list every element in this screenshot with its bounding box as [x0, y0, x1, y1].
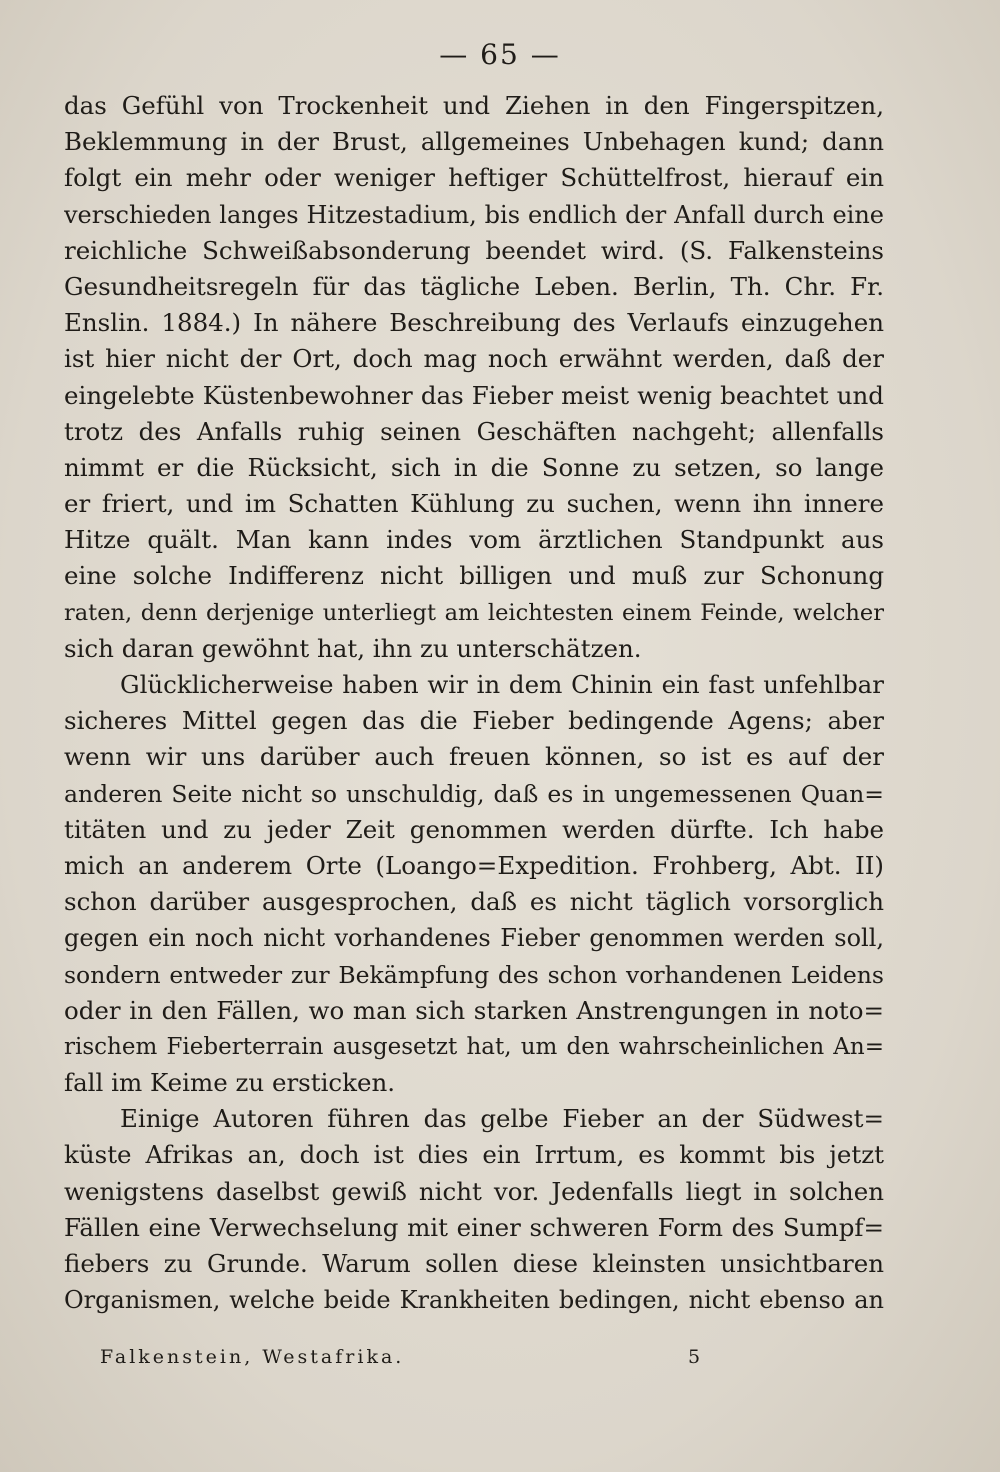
text-line: anderen Seite nicht so unschuldig, daß es in ungemessenen Quan=	[64, 779, 884, 808]
text-line: folgt ein mehr oder weniger heftiger Schüttelfrost, hierauf ein	[64, 163, 884, 193]
text-line: Hitze quält. Man kann indes vom ärztlichen Standpunkt aus	[64, 525, 884, 555]
text-line: fiebers zu Grunde. Warum sollen diese kleinsten unsichtbaren	[64, 1249, 884, 1278]
text-line: nimmt er die Rücksicht, sich in die Sonne zu setzen, so lange	[64, 452, 884, 482]
text-line: raten, denn derjenige unterliegt am leichtesten einem Feinde, welcher	[64, 599, 884, 626]
text-line: sich daran gewöhnt hat, ihn zu unterschätzen.	[64, 633, 642, 663]
signature-mark: Falkenstein, Westafrika.	[100, 1346, 405, 1368]
text-line: reichliche Schweißabsonderung beendet wird. (S. Falkensteins	[64, 235, 884, 265]
text-line: Einige Autoren führen das gelbe Fieber an der Südwest=	[120, 1104, 884, 1134]
text-line: wenn wir uns darüber auch freuen können, so ist es auf der	[64, 742, 884, 772]
text-line: eine solche Indifferenz nicht billigen und muß zur Schonung	[64, 561, 884, 591]
text-line: Enslin. 1884.) In nähere Beschreibung des Verlaufs einzugehen	[64, 308, 884, 338]
text-line: sicheres Mittel gegen das die Fieber bedingende Agens; aber	[64, 706, 884, 736]
text-line: oder in den Fällen, wo man sich starken Anstrengungen in noto=	[64, 995, 884, 1025]
text-line: verschieden langes Hitzestadium, bis endlich der Anfall durch eine	[64, 200, 884, 229]
text-line: schon darüber ausgesprochen, daß es nicht täglich vorsorglich	[64, 887, 884, 917]
text-line: fall im Keime zu ersticken.	[64, 1068, 396, 1098]
page-number: — 65 —	[439, 38, 561, 71]
text-line: ist hier nicht der Ort, doch mag noch erwähnt werden, daß der	[64, 344, 884, 374]
text-line: Organismen, welche beide Krankheiten bedingen, nicht ebenso an	[64, 1286, 884, 1315]
text-line: titäten und zu jeder Zeit genommen werden dürfte. Ich habe	[64, 814, 884, 844]
text-line: Glücklicherweise haben wir in dem Chinin ein fast unfehlbar	[120, 670, 884, 699]
text-line: küste Afrikas an, doch ist dies ein Irrtum, es kommt bis jetzt	[64, 1140, 884, 1170]
text-line: sondern entweder zur Bekämpfung des schon vorhandenen Leidens	[64, 960, 884, 989]
page-footer	[64, 1346, 884, 1376]
body-text	[64, 88, 884, 1318]
text-line: das Gefühl von Trockenheit und Ziehen in den Fingerspitzen,	[64, 91, 884, 120]
text-line: gegen ein noch nicht vorhandenes Fieber genommen werden soll,	[64, 924, 884, 953]
sheet-number: 5	[688, 1346, 704, 1368]
text-line: eingelebte Küstenbewohner das Fieber meist wenig beachtet und	[64, 380, 884, 410]
text-line: wenigstens daselbst gewiß nicht vor. Jedenfalls liegt in solchen	[64, 1176, 884, 1206]
text-line: Beklemmung in der Brust, allgemeines Unbehagen kund; dann	[64, 127, 884, 157]
text-line: trotz des Anfalls ruhig seinen Geschäften nachgeht; allenfalls	[64, 416, 884, 446]
text-line: rischem Fieberterrain ausgesetzt hat, um den wahrscheinlichen An=	[64, 1033, 884, 1060]
text-line: er friert, und im Schatten Kühlung zu suchen, wenn ihn innere	[64, 489, 884, 519]
text-line: Fällen eine Verwechselung mit einer schweren Form des Sumpf=	[64, 1212, 884, 1242]
text-line: Gesundheitsregeln für das tägliche Leben. Berlin, Th. Chr. Fr.	[64, 271, 884, 301]
text-line: mich an anderem Orte (Loango=Expedition. Frohberg, Abt. II)	[64, 850, 884, 880]
